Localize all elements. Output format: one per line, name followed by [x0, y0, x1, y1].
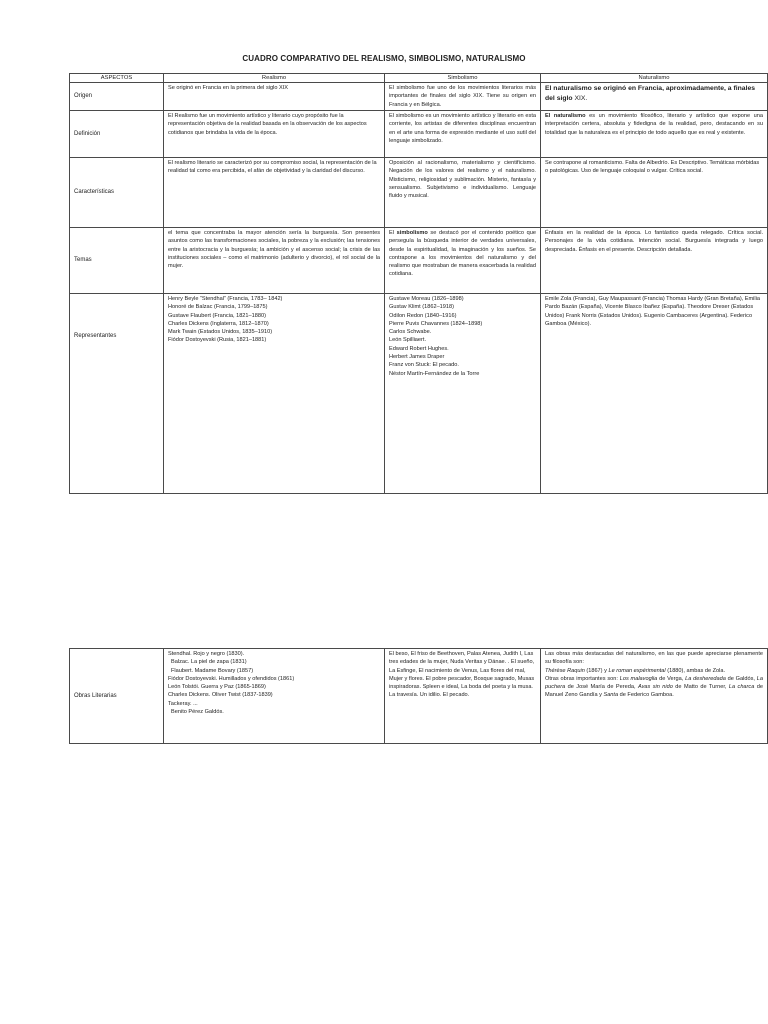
row-label-obras: Obras Literarias: [70, 649, 164, 744]
list-item: Honoré de Balzac (Francia, 1799–1875): [168, 304, 268, 311]
row-definicion: [70, 111, 768, 158]
obras-text: de Federico Gamboa.: [618, 692, 674, 699]
header-aspectos: ASPECTOS: [70, 74, 164, 83]
header-simbolismo: Simbolismo: [385, 74, 541, 83]
row-origen: [70, 83, 768, 111]
simbolismo-temas-rest: se destacó por el contenido poético que perseguía la búsqueda interior de verdades universales, desde la espiritualidad, la imaginación y los sueños. Se contrapone a los movimientos del naturalismo y del realismo que mostraban de manera exacerbada la realidad cotidiana.: [389, 230, 537, 278]
list-item: Fiódor Dostoyevski (Rusia, 1821–1881): [168, 337, 267, 344]
list-item: Gustave Flaubert (Francia, 1821–1880): [168, 312, 266, 319]
cell-origen-realismo: Se originó en Francia en la primera del siglo XIX: [164, 83, 385, 111]
list-item: Herbert James Draper: [389, 354, 445, 361]
row-label-caracteristicas: Características: [70, 158, 164, 228]
obras-text: Otras obras importantes son:: [545, 675, 620, 682]
work-title: Los malavoglia: [619, 675, 658, 682]
cell-caracteristicas-realismo: El realismo literario se caracterizó por su compromiso social, la representación de la realidad tal como era percibida, el afán de objetividad y la claridad del discurso.: [164, 158, 385, 228]
work-title: La puchera: [545, 675, 763, 691]
cell-caracteristicas-naturalismo: Se contrapone al romanticismo. Falta de Albedrío. Es Descriptivo. Temáticas mórbidas o patológicas. Uso de lenguaje coloquial o vulgar. Crítica social.: [541, 158, 768, 228]
list-item: Franz von Stuck: El pecado.: [389, 362, 459, 369]
obras-text: (1867) y: [584, 667, 609, 674]
list-item: Gustave Moreau (1826–1898): [389, 296, 464, 302]
header-realismo: Realismo: [164, 74, 385, 83]
row-obras: [70, 649, 768, 744]
list-item: León Tolstói. Guerra y Paz (1865-1869): [168, 684, 266, 691]
table-header-row: [70, 74, 768, 83]
list-item: Balzac. La piel de zapa (1831): [171, 659, 247, 666]
cell-temas-naturalismo: Énfasis en la realidad de la época. Lo fantástico queda relegado. Crítica social. Personajes de la vida cotidiana. Intención social. Burguesía integrada y luego despreciada. Énfasis en el presente. Descripción detallada.: [541, 228, 768, 294]
list-item: Pierre Puvis Chavannes (1824–1898): [389, 320, 483, 327]
list-item: León Spilliaert.: [389, 337, 427, 344]
cell-obras-simbolismo: El beso, El friso de Beethoven, Palas Atenea, Judith I, Las tres edades de la mujer, Nuda Veritas y Dánae. . El sueño, La Esfinge, El nacimiento de Venus, Las flores del mal, Mujer y flores. El pobre pescador, Bosque sagrado, Musas inspiradoras. Spleen e ideal, La boda del poeta y la musa. La travesía. Un idilio. El pecado.: [385, 649, 541, 744]
row-label-definicion: Definición: [70, 111, 164, 158]
cell-temas-simbolismo: [385, 228, 541, 294]
row-label-origen: Origen: [70, 83, 164, 111]
row-caracteristicas: [70, 158, 768, 228]
cell-representantes-realismo: [164, 294, 385, 494]
cell-definicion-realismo: El Realismo fue un movimiento artístico y literario cuyo propósito fue la representación objetiva de la realidad basada en la observación de los aspectos cotidianos que brindaba la vida de la época.: [164, 111, 385, 158]
naturalismo-origen-rest: XIX.: [572, 94, 588, 102]
work-title: Le roman expérimental: [608, 667, 666, 674]
list-item: Charles Dickens. Oliver Twist (1837-1839): [168, 692, 273, 699]
list-item: Gustav Klimt (1862–1918): [389, 304, 454, 311]
work-title: La desheredada: [685, 675, 726, 682]
cell-obras-naturalismo: [541, 649, 768, 744]
naturalismo-definicion-bold: El naturalismo: [545, 113, 586, 119]
cell-temas-realismo: el tema que concentraba la mayor atención sería la burguesía. Son presentes asuntos como las transformaciones sociales, la pobreza y la exclusión; las tensiones entre la aristocracia y la burguesía; la ambición y el ascenso social; la crisis de las instituciones sociales – como el matrimonio (adulterio y divorcio), el rol social de la mujer.: [164, 228, 385, 294]
obras-text: de Verga,: [657, 675, 686, 682]
cell-representantes-naturalismo: Emile Zola (Francia), Guy Maupassant (Francia) Thomas Hardy (Gran Bretaña), Emilia Pardo Bazán (España), Vicente Blasco Ibañez (España). Theodore Dreser (Estados Unidos) Frank Norris (Estados Unidos). Eugenio Cambaceres (Argentina). Federico Gamboa (México).: [541, 294, 768, 494]
obras-text: (1880), ambas de Zola.: [665, 667, 726, 674]
list-item: Néstor Martín-Fernández de la Torre: [389, 370, 480, 377]
document-title: CUADRO COMPARATIVO DEL REALISMO, SIMBOLISMO, NATURALISMO: [242, 54, 526, 63]
work-title: Santa: [603, 692, 619, 699]
cell-obras-realismo: [164, 649, 385, 744]
cell-origen-simbolismo: El simbolismo fue uno de los movimientos literarios más importantes de finales del siglo XIX. Tiene su origen en Francia y en Bélgica.: [385, 83, 541, 111]
work-title: Avas sin nido: [637, 684, 673, 691]
obras-text: de Manuel Zeno Gandía y: [545, 684, 763, 699]
list-item: Henry Beyle “Stendhal” (Francia, 1783– 1842): [168, 296, 283, 302]
naturalismo-obras-intro: Las obras más destacadas del naturalismo, en las que puede apreciarse plenamente su filosofía son:: [545, 651, 763, 666]
list-item: Stendhal. Rojo y negro (1830).: [168, 651, 245, 657]
list-item: Tackeray. ...: [168, 700, 198, 707]
cell-origen-naturalismo: [541, 83, 768, 111]
row-temas: [70, 228, 768, 294]
list-item: Fiódor Dostoyevski. Humillados y ofendidos (1861): [168, 675, 295, 682]
list-item: Mark Twain (Estados Unidos, 1835–1910): [168, 329, 273, 336]
list-item: Charles Dickens (Inglaterra, 1812–1870): [168, 320, 269, 327]
list-item: Flaubert. Madame Bovary (1857): [171, 667, 254, 674]
naturalismo-origen-bold: El naturalismo se originó en Francia, aproximadamente, a finales del siglo: [545, 85, 756, 102]
simbolismo-temas-pre: El: [389, 230, 397, 236]
cell-caracteristicas-simbolismo: Oposición al racionalismo, materialismo y cientificismo. Negación de los valores del realismo y el naturalismo. Misticismo, religiosidad y sublimación. Misterio, fantasía y sensualismo. Subjetivismo e individualismo. Lenguaje fluido y musical.: [385, 158, 541, 228]
row-label-temas: Temas: [70, 228, 164, 294]
list-item: Benito Pérez Galdós.: [171, 709, 224, 716]
simbolismo-temas-bold: simbolismo: [396, 230, 428, 236]
comparison-table: [69, 73, 768, 494]
naturalismo-definicion-rest: es un movimiento filosófico, literario y artístico que expone una interpretación certera, absoluta y fidedigna de la realidad, pero, destacando en su totalidad que la naturaleza es el principio de todo aquello que es real y existente.: [545, 113, 764, 136]
row-representantes: [70, 294, 768, 494]
list-item: Carlos Schwabe.: [389, 329, 432, 336]
obras-text: de José María de Pereda,: [565, 684, 638, 691]
list-item: Edward Robert Hughes.: [389, 345, 449, 352]
work-title: La charca: [728, 684, 755, 691]
row-label-representantes: Representantes: [70, 294, 164, 494]
obras-text: de Mattо de Turner,: [672, 684, 729, 691]
cell-definicion-naturalismo: [541, 111, 768, 158]
cell-representantes-simbolismo: [385, 294, 541, 494]
work-title: Thérèse Raquin: [545, 667, 585, 674]
comparison-table-continued: [69, 648, 768, 744]
list-item: Odilon Redon (1840–1916): [389, 312, 457, 319]
header-naturalismo: Naturalismo: [541, 74, 768, 83]
cell-definicion-simbolismo: El simbolismo es un movimiento artístico y literario en esta corriente, los artistas de diferentes disciplinas encuentran en el arte una forma de expresión mediante el uso sutil del lenguaje simbolizado.: [385, 111, 541, 158]
obras-text: de Galdós,: [725, 675, 757, 682]
